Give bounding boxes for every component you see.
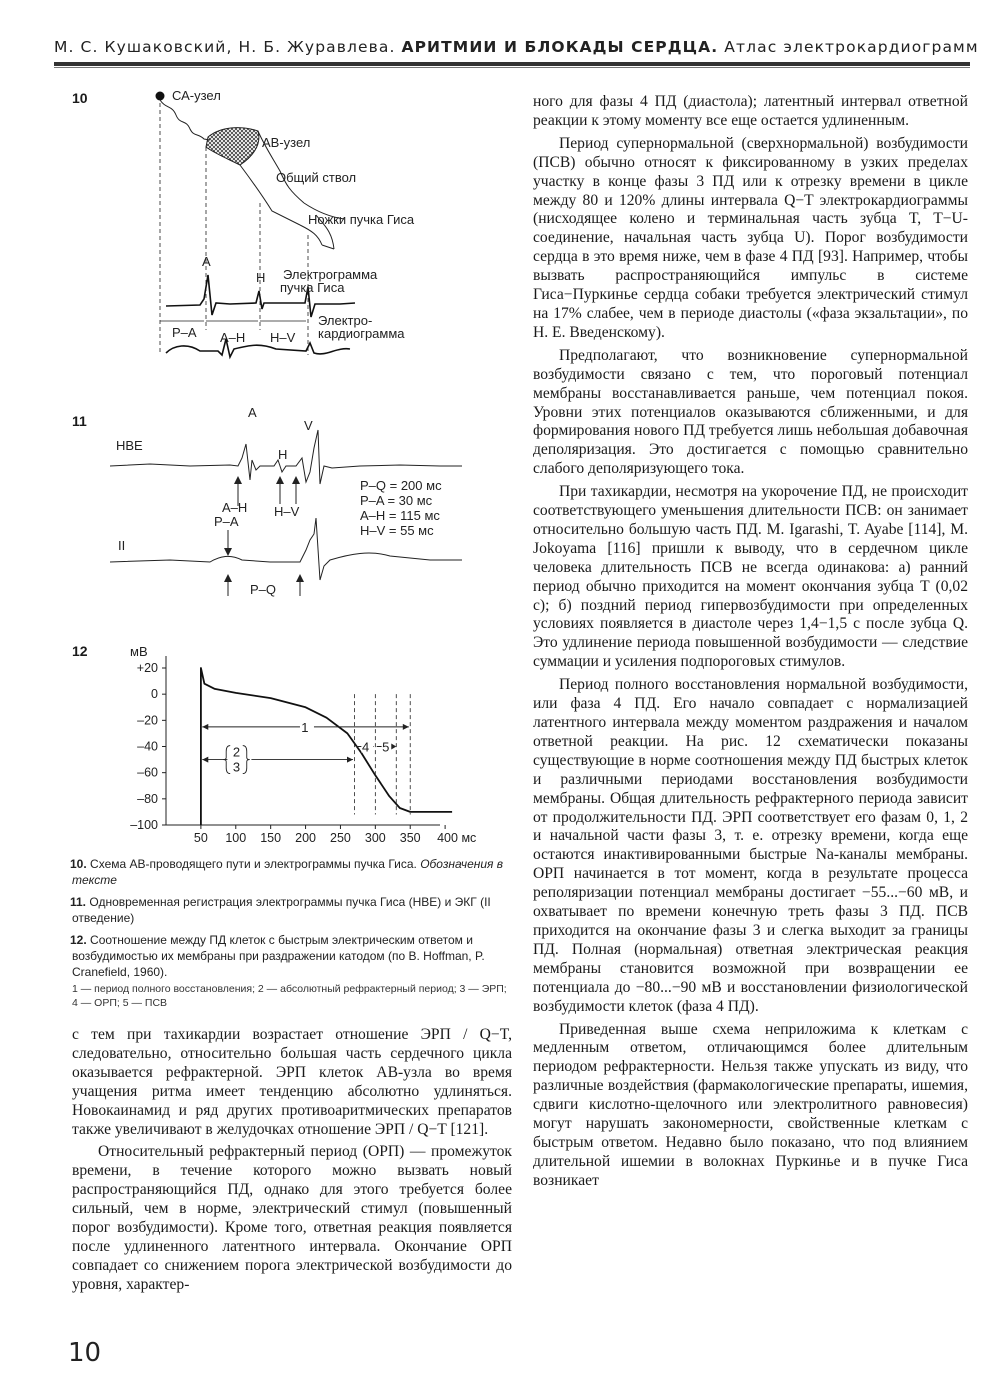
header-rule bbox=[54, 62, 970, 66]
branch-tip bbox=[322, 245, 334, 249]
caption-10-italic: Обозначения в тексте bbox=[72, 857, 504, 887]
right-paragraph-6: Приведенная выше схема неприложима к клеткам с медленным ответом, отличающимся более длительным периодом рефрактерности. Нельзя также упускать из виду, что различные воздействия (фармакологические препараты, ишемия, сдвиги кислотно-щелочного или электролитного равновесия) могут нарушать закономерности, свойственные клеткам с быстрым ответом. Недавно было показано, что под влиянием длительной ишемии в волокнах Пуркинье и в пучке Гиса возникает bbox=[533, 1020, 968, 1189]
period-1-label: 1 bbox=[301, 719, 309, 735]
his-h-label: H bbox=[256, 270, 266, 285]
lead-ii-label: II bbox=[118, 538, 126, 553]
x-tick-label: 400 мс bbox=[437, 831, 477, 845]
running-header bbox=[54, 38, 979, 56]
arrowhead bbox=[391, 744, 396, 750]
x-tick-label: 50 bbox=[193, 831, 208, 845]
his-a-label: A bbox=[202, 254, 211, 269]
figure-11-hbe-ecg bbox=[110, 400, 470, 600]
figure-captions bbox=[72, 856, 512, 1016]
figure-10-av-conduction-diagram bbox=[140, 85, 440, 375]
x-tick-label: 100 bbox=[225, 831, 247, 845]
pa-value: P–A = 30 мс bbox=[360, 493, 433, 508]
caption-11 bbox=[72, 894, 512, 926]
hbe-h-label: H bbox=[278, 447, 288, 462]
y-unit-label: мВ bbox=[130, 644, 148, 659]
sa-node-dot bbox=[156, 92, 165, 101]
caption-12 bbox=[72, 932, 512, 1010]
pa-label: P–A bbox=[214, 514, 239, 529]
y-tick-label: –20 bbox=[137, 713, 158, 728]
hv-label: H–V bbox=[274, 504, 300, 519]
left-paragraph-2: Относительный рефрактерный период (ОРП) — промежуток времени, в течение которого можно вызвать новый распространяющийся ПД, однако для этого требуется более сильный, чем в норме, электрический стимул (повышенный порог возбудимости). Кроме того, ответная реакция появляется после удлиненного латентного интервала. Окончание ОРП совпадает со снижением порога электрической возбудимости до уровня, характер- bbox=[72, 1143, 512, 1293]
bundle-branches-label: Ножки пучка Гиса bbox=[308, 212, 415, 227]
x-tick-label: 150 bbox=[260, 831, 282, 845]
hbe-label: HBE bbox=[116, 438, 143, 453]
header-rule-thin bbox=[54, 67, 970, 68]
caption-12-number: 12. bbox=[70, 933, 87, 947]
ecg-label-2: кардиограмма bbox=[318, 326, 405, 341]
arrowhead bbox=[202, 724, 208, 730]
branch-2 bbox=[300, 225, 322, 245]
hbe-v-label: V bbox=[304, 418, 313, 433]
right-column-text bbox=[533, 93, 968, 1191]
common-trunk-label: Общий ствол bbox=[276, 170, 357, 185]
pq-label: P–Q bbox=[250, 582, 277, 597]
caption-10-text: Схема АВ-проводящего пути и электрограммы пучка Гиса. bbox=[90, 857, 417, 871]
arrowhead bbox=[347, 757, 353, 763]
right-paragraph-1: ного для фазы 4 ПД (диастола); латентный интервал ответной реакции к этому моменту все еще остается удлиненным. bbox=[533, 93, 968, 129]
his-egram-label-1: Электрограмма bbox=[283, 267, 378, 282]
right-paragraph-2: Период супернормальной (сверхнормальной) возбудимости (ПСВ) обычно относят к фиксированному в узких пределах участку в конце фазы 3 ПД или к отрезку времени в цикле между 80 и 120% длины интервала Q−T электрокардиограммы (нисходящее колено и терминальная часть зубца T, T−U-соединение, начальная часть зубца U). Порог возбудимости сердца в это время ниже, чем в фазе 4 ПД [93]. Например, чтобы вызвать распространяющийся импульс в системе Гиса−Пуркинье сердца собаки требуется электрический стимул на 17% слабее, чем в периоде диастолы («фаза экзальтации», по Н. Е. Введенскому). bbox=[533, 134, 968, 341]
hv-value: H–V = 55 мс bbox=[360, 523, 434, 538]
figure-12-action-potential-chart bbox=[110, 640, 490, 850]
caption-11-text: Одновременная регистрация электрограммы пучка Гиса (HBE) и ЭКГ (II отведение) bbox=[72, 895, 491, 925]
sa-node-label: СА-узел bbox=[172, 88, 221, 103]
caption-12-text: Соотношение между ПД клеток с быстрым электрическим ответом и возбудимостью их мембраны при раздражении катодом (по B. Hoffman, P. Cranefield, 1960). bbox=[72, 933, 485, 979]
av-node-label: АВ-узел bbox=[262, 135, 311, 150]
fig10-number: 10 bbox=[72, 90, 88, 106]
caption-11-number: 11. bbox=[70, 895, 87, 909]
x-tick-label: 350 bbox=[399, 831, 421, 845]
y-tick-label: –80 bbox=[137, 791, 158, 806]
pa-label: P–A bbox=[172, 325, 197, 340]
x-tick-label: 200 bbox=[295, 831, 316, 845]
header-title: АРИТМИИ И БЛОКАДЫ СЕРДЦА. bbox=[401, 38, 719, 56]
period-4-label: 4 bbox=[361, 739, 370, 755]
period-3-label: 3 bbox=[232, 759, 241, 775]
caption-12-legend: 1 — период полного восстановления; 2 — абсолютный рефрактерный период; 3 — ЭРП; 4 — ОРП; 5 — ПСВ bbox=[72, 983, 507, 1009]
caption-10-number: 10. bbox=[70, 857, 87, 871]
pq-value: P–Q = 200 мс bbox=[360, 478, 442, 493]
caption-10 bbox=[72, 856, 512, 888]
left-paragraph-1: с тем при тахикардии возрастает отношение ЭРП / Q−T, следовательно, относительно большая часть сердечного цикла оказывается рефрактерной. ЭРП клеток АВ-узла во время учащения ритма имеет тенденцию абсолютно удлиняться. Новокаинамид и ряд других противоаритмических препаратов также увеличивают в желудочках отношение ЭРП / Q−T [121]. bbox=[72, 1026, 512, 1138]
ecg-trace bbox=[166, 339, 350, 357]
his-egram-label-2: пучка Гиса bbox=[280, 280, 345, 295]
header-subtitle: Атлас электрокардиограмм bbox=[724, 38, 979, 56]
arrowhead bbox=[202, 757, 208, 763]
page-number: 10 bbox=[68, 1338, 102, 1368]
y-tick-label: –40 bbox=[137, 739, 158, 754]
left-column-text bbox=[72, 1026, 512, 1295]
atrial-pathway bbox=[160, 100, 210, 140]
y-tick-label: +20 bbox=[136, 661, 158, 675]
right-paragraph-4: При тахикардии, несмотря на укорочение ПД, не происходит соответствующего уменьшения длительности ПСВ: он занимает относительно большую часть ПД. M. Igarashi, T. Ayabe [114], M. Jokoyama [116] пришли к выводу, что в сердечном цикле человека длительность ПСВ не всегда одинакова: а) ранний период обычно приходится на момент окончания зубца T (0,02 с); б) поздний период гипервозбудимости при определенных условиях появляется в диастоле через 1,4−1,5 с после зубца Q. Это удлинение периода повышенной возбудимости — следствие суммации и усиления подпороговых стимулов. bbox=[533, 483, 968, 671]
arrowhead bbox=[403, 724, 409, 730]
fig11-number: 11 bbox=[72, 413, 87, 429]
hv-label: H–V bbox=[270, 330, 296, 345]
y-tick-label: –60 bbox=[137, 765, 158, 780]
hbe-a-label: A bbox=[248, 405, 257, 420]
x-tick-label: 250 bbox=[330, 831, 351, 845]
ah-value: A–H = 115 мс bbox=[360, 508, 440, 523]
header-authors: М. С. Кушаковский, Н. Б. Журавлева. bbox=[54, 38, 396, 56]
av-node bbox=[206, 128, 259, 165]
period-2-label: 2 bbox=[232, 744, 241, 760]
ah-label: A–H bbox=[220, 330, 246, 345]
y-tick-label: –100 bbox=[130, 818, 158, 832]
x-tick-label: 300 bbox=[364, 831, 386, 845]
fig12-number: 12 bbox=[72, 643, 88, 659]
ecg-label-1: Электро- bbox=[318, 313, 373, 328]
right-paragraph-3: Предполагают, что возникновение супернормальной возбудимости связано с тем, что пороговый потенциал мембраны восстанавливается раньше, чем потенциал покоя. Уровни этих потенциалов оказываются сближенными, и для формирования нового ПД требуется лишь небольшая добавочная деполяризация. Это достигается с помощью сравнительно слабого деполяризующего тока. bbox=[533, 346, 968, 478]
y-tick-label: 0 bbox=[151, 687, 158, 702]
right-paragraph-5: Период полного восстановления нормальной возбудимости, или фаза 4 ПД. Его начало совпадает с нормализацией латентного интервала между моментом раздражения и началом ответной реакции. На рис. 12 схематически показаны существующие в норме соотношения между ПД быстрых клеток и различными периодами восстановления возбудимости мембраны. Общая длительность рефрактерного периода зависит от продолжительности ПД. ЭРП соответствует его фазам 0, 1, 2 и начальной части фазы 3, т. е. отрезку времени, когда еще остаются инактивированными быстрые Na-каналы мембраны. ОРП начинается в тот момент, когда в результате процесса реполяризации потенциал мембраны достигает −55...−60 мВ, и охватывает по времени конечную треть фазы 3 ПД. ПСВ приходится на окончание фазы 3 и слегка выходит за границы ПД. Полная (нормальная) ответная электрическая реакция мембраны становится возможной при возвращении ее потенциала до −80...−90 мВ и восстановлении физиологической возбудимости клеток (фаза 4 ПД). bbox=[533, 676, 968, 1015]
period-5-label: 5 bbox=[382, 739, 390, 755]
ah-label: A–H bbox=[222, 500, 248, 515]
